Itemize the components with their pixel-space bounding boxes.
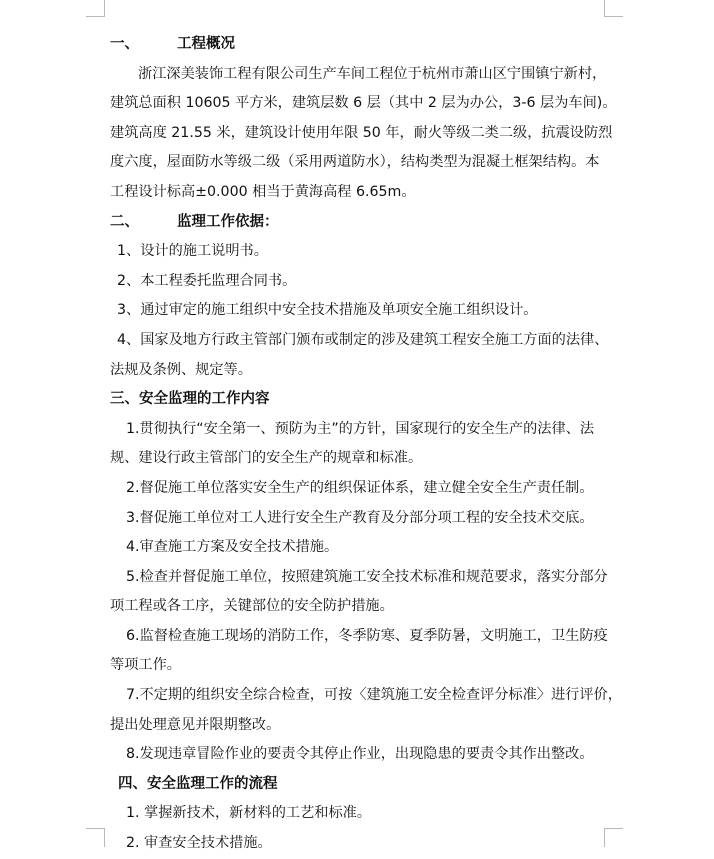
document-body bbox=[110, 30, 622, 859]
list-item: 1、设计的施工说明书。 bbox=[117, 243, 268, 260]
list-item: 4、国家及地方行政主管部门颁布或制定的涉及建筑工程安全施工方面的法律、 bbox=[117, 331, 609, 348]
list-item: 2. 审查安全技术措施。 bbox=[126, 835, 272, 852]
list-item-continuation: 规、建设行政主管部门的安全生产的规章和标准。 bbox=[110, 450, 423, 467]
list-item: 2.督促施工单位落实安全生产的组织保证体系，建立健全安全生产责任制。 bbox=[126, 479, 594, 496]
list-item: 1.贯彻执行“安全第一、预防为主”的方针，国家现行的安全生产的法律、法 bbox=[126, 420, 595, 437]
section-heading: 四、安全监理工作的流程 bbox=[118, 775, 278, 792]
list-item: 2、本工程委托监理合同书。 bbox=[117, 272, 297, 289]
section-heading: 三、安全监理的工作内容 bbox=[110, 391, 270, 408]
list-item: 6.监督检查施工现场的消防工作，冬季防寒、夏季防暑，文明施工，卫生防疫 bbox=[126, 627, 608, 644]
list-item: 3、通过审定的施工组织中安全技术措施及单项安全施工组织设计。 bbox=[117, 302, 538, 319]
section-heading: 二、 监理工作依据： bbox=[110, 213, 279, 230]
list-item: 1. 掌握新技术，新材料的工艺和标准。 bbox=[126, 805, 372, 822]
list-item-continuation: 提出处理意见并限期整改。 bbox=[110, 716, 281, 733]
section-heading: 一、 工程概况 bbox=[110, 36, 235, 52]
list-item: 5.检查并督促施工单位，按照建筑施工安全技术标准和规范要求，落实分部分 bbox=[126, 568, 608, 585]
page-corner-mark bbox=[86, 0, 105, 17]
page-corner-mark bbox=[86, 828, 105, 847]
paragraph-line: 浙江深美装饰工程有限公司生产车间工程位于杭州市萧山区宁围镇宁新村， bbox=[138, 65, 607, 82]
list-item: 3.督促施工单位对工人进行安全生产教育及分部分项工程的安全技术交底。 bbox=[126, 509, 594, 526]
paragraph-line: 工程设计标高±0.000 相当于黄海高程 6.65m。 bbox=[110, 183, 416, 200]
list-item-continuation: 项工程或各工序，关键部位的安全防护措施。 bbox=[110, 598, 394, 615]
page-corner-mark bbox=[604, 0, 623, 17]
paragraph-line: 建筑总面积 10605 平方米，建筑层数 6 层（其中 2 层为办公，3-6 层为车间)。 bbox=[110, 95, 617, 112]
list-item: 8.发现违章冒险作业的要责令其停止作业，出现隐患的要责令其作出整改。 bbox=[126, 746, 594, 763]
list-item-continuation: 等项工作。 bbox=[110, 657, 181, 674]
paragraph-line: 建筑高度 21.55 米，建筑设计使用年限 50 年，耐火等级二类二级，抗震设防烈 bbox=[110, 124, 613, 141]
list-item-continuation: 法规及条例、规定等。 bbox=[110, 361, 252, 378]
paragraph-line: 度六度，屋面防水等级二级（采用两道防水），结构类型为混凝土框架结构。本 bbox=[110, 154, 600, 171]
list-item: 7.不定期的组织安全综合检查，可按〈建筑施工安全检查评分标准〉进行评价， bbox=[126, 687, 622, 704]
list-item: 4.审查施工方案及安全技术措施。 bbox=[126, 539, 339, 556]
